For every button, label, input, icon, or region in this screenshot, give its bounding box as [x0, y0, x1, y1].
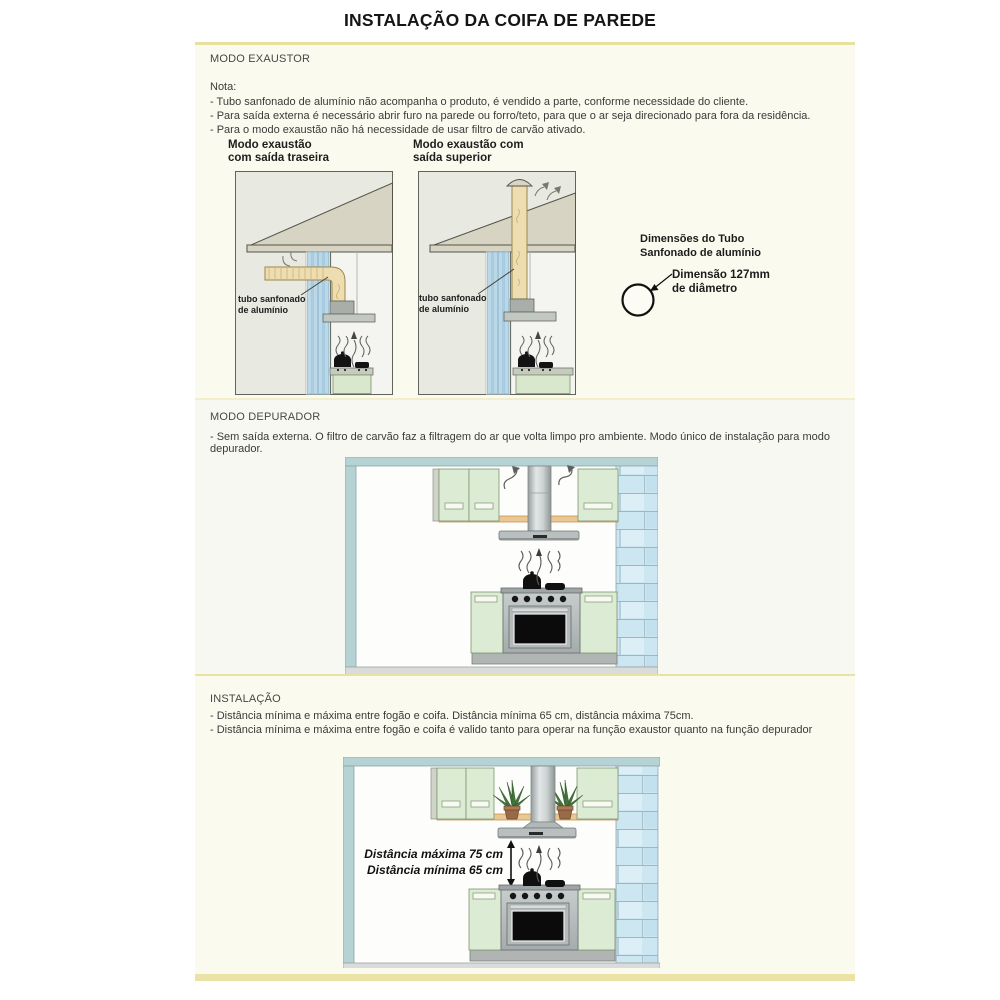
- tube-label-line1: tubo sanfonado: [238, 294, 306, 304]
- tube-label-line1: tubo sanfonado: [419, 293, 487, 303]
- left-wall: [343, 766, 354, 963]
- hood-canopy: [498, 828, 576, 838]
- exaustor-notes: [210, 97, 810, 139]
- section-modo-depurador: [195, 398, 855, 674]
- hood-canopy: [499, 531, 579, 540]
- section-instalacao: [195, 674, 855, 974]
- floor: [343, 963, 660, 968]
- instalacao-heading: INSTALAÇÃO: [210, 693, 281, 705]
- brick-wall: [616, 766, 658, 963]
- oven-window: [514, 614, 566, 644]
- distance-min-label: Distância mínima 65 cm: [366, 863, 503, 877]
- roof-fascia: [247, 245, 392, 252]
- cooktop: [501, 588, 582, 593]
- dims-heading-line2: Sanfonado de alumínio: [640, 247, 762, 259]
- dimension-pointer-line: [655, 274, 672, 288]
- content-area: [195, 42, 855, 978]
- instalacao-notes: [210, 711, 812, 739]
- left-wall: [345, 466, 356, 667]
- upper-cabinets-left: [431, 768, 494, 819]
- upper-cabinets-left: [433, 469, 499, 521]
- depurador-note: - Sem saída externa. O filtro de carvão faz a filtragem do ar que volta limpo pro ambiente. Modo único de instalação para modo depurador.: [210, 431, 830, 455]
- tube-label-line2: de alumínio: [238, 305, 289, 315]
- upper-cabinets-right: [578, 469, 618, 521]
- section-modo-exaustor: [195, 45, 855, 398]
- tube-label-line2: de alumínio: [419, 304, 470, 314]
- upper-cabinets-right: [577, 768, 618, 819]
- oven-handle: [512, 608, 568, 612]
- ceiling: [345, 457, 658, 466]
- nota-label: Nota:: [210, 81, 237, 93]
- hood-chimney: [528, 466, 551, 531]
- instalacao-note-2: - Distância mínima e máxima entre fogão e coifa é valido tanto para operar na função exaustor quanto na função depurador: [210, 724, 813, 736]
- exaustor-note-2: - Para saída externa é necessário abrir furo na parede ou forro/teto, para que o ar seja direcionado para fora da residência.: [210, 110, 811, 122]
- exaustor-note-1: - Tubo sanfonado de alumínio não acompanha o produto, é vendido a parte, conforme necessidade do cliente.: [210, 96, 749, 108]
- plinth: [472, 653, 617, 664]
- diagram-rear-title: Modo exaustão com saída traseira: [228, 139, 330, 164]
- page-title: INSTALAÇÃO DA COIFA DE PAREDE: [343, 10, 657, 30]
- tube-dimensions-annotation: [600, 228, 840, 338]
- plinth: [470, 950, 615, 961]
- diagram-top-title: Modo exaustão com saída superior: [413, 139, 524, 164]
- bottom-accent-band: [195, 974, 855, 981]
- depurador-heading: MODO DEPURADOR: [210, 411, 321, 423]
- instalacao-note-1: - Distância mínima e máxima entre fogão e coifa. Distância mínima 65 cm, distância máxima 75cm.: [210, 710, 694, 722]
- dims-value-line2: de diâmetro: [672, 283, 738, 295]
- oven-window: [512, 911, 564, 941]
- diagram-rear-exit: [235, 171, 393, 395]
- dims-heading-line1: Dimensões do Tubo: [640, 233, 745, 245]
- exaustor-heading: MODO EXAUSTOR: [210, 53, 311, 65]
- roof-fascia: [430, 245, 575, 252]
- brick-wall: [616, 466, 658, 667]
- tube-diameter-circle: [623, 285, 654, 316]
- kitchen-diagram-depurador: [345, 457, 658, 675]
- distance-max-label: Distância máxima 75 cm: [364, 847, 503, 861]
- wall-panels: [486, 252, 511, 395]
- exaustor-note-3: - Para o modo exaustão não há necessidade de usar filtro de carvão ativado.: [210, 124, 586, 136]
- dims-value-line1: Dimensão 127mm: [672, 269, 770, 281]
- oven-handle: [510, 905, 566, 909]
- ceiling: [343, 757, 660, 766]
- kitchen-diagram-distances: [343, 757, 660, 968]
- diagram-top-exit: [418, 171, 576, 395]
